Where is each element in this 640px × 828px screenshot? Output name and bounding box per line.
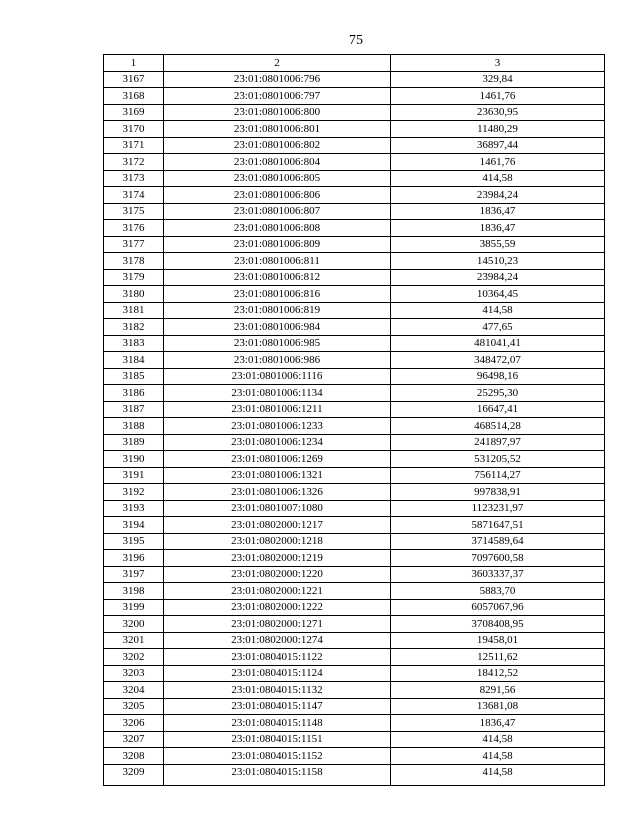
value-cell: 16647,41: [391, 401, 605, 418]
table-row: [104, 632, 605, 649]
value-cell: 414,58: [391, 764, 605, 785]
value-cell: 329,84: [391, 71, 605, 88]
row-number-cell: 3168: [104, 88, 164, 105]
cadastral-number-cell: 23:01:0802000:1222: [164, 599, 391, 616]
cadastral-number-cell: 23:01:0801006:796: [164, 71, 391, 88]
row-number-cell: 3185: [104, 368, 164, 385]
table-row: [104, 236, 605, 253]
table-row: [104, 154, 605, 171]
value-cell: 10364,45: [391, 286, 605, 303]
table-row: [104, 104, 605, 121]
row-number-cell: 3196: [104, 550, 164, 567]
cadastral-number-cell: 23:01:0804015:1158: [164, 764, 391, 785]
row-number-cell: 3204: [104, 682, 164, 699]
value-cell: 756114,27: [391, 467, 605, 484]
row-number-cell: 3172: [104, 154, 164, 171]
table-row: [104, 731, 605, 748]
row-number-cell: 3183: [104, 335, 164, 352]
value-cell: 414,58: [391, 748, 605, 765]
row-number-cell: 3173: [104, 170, 164, 187]
table-row: [104, 451, 605, 468]
table-row: [104, 484, 605, 501]
table-row: [104, 335, 605, 352]
value-cell: 7097600,58: [391, 550, 605, 567]
row-number-cell: 3195: [104, 533, 164, 550]
cadastral-number-cell: 23:01:0801006:811: [164, 253, 391, 270]
value-cell: 1836,47: [391, 203, 605, 220]
value-cell: 3714589,64: [391, 533, 605, 550]
row-number-cell: 3174: [104, 187, 164, 204]
table-row: [104, 88, 605, 105]
row-number-cell: 3191: [104, 467, 164, 484]
value-cell: 5883,70: [391, 583, 605, 600]
value-cell: 8291,56: [391, 682, 605, 699]
cadastral-number-cell: 23:01:0801006:801: [164, 121, 391, 138]
value-cell: 19458,01: [391, 632, 605, 649]
cadastral-number-cell: 23:01:0801006:1233: [164, 418, 391, 435]
column-header-2: 2: [164, 55, 391, 72]
row-number-cell: 3201: [104, 632, 164, 649]
table-row: [104, 665, 605, 682]
table-row: [104, 715, 605, 732]
table-row: [104, 583, 605, 600]
cadastral-number-cell: 23:01:0804015:1152: [164, 748, 391, 765]
cadastral-number-cell: 23:01:0801006:1326: [164, 484, 391, 501]
value-cell: 23984,24: [391, 269, 605, 286]
cadastral-number-cell: 23:01:0801006:1134: [164, 385, 391, 402]
table-row: [104, 764, 605, 785]
table-row: [104, 319, 605, 336]
row-number-cell: 3171: [104, 137, 164, 154]
table-row: [104, 121, 605, 138]
value-cell: 23984,24: [391, 187, 605, 204]
cadastral-number-cell: 23:01:0804015:1148: [164, 715, 391, 732]
cadastral-number-cell: 23:01:0801006:1321: [164, 467, 391, 484]
row-number-cell: 3193: [104, 500, 164, 517]
cadastral-number-cell: 23:01:0801006:804: [164, 154, 391, 171]
table-row: [104, 566, 605, 583]
value-cell: 14510,23: [391, 253, 605, 270]
value-cell: 531205,52: [391, 451, 605, 468]
value-cell: 414,58: [391, 170, 605, 187]
value-cell: 477,65: [391, 319, 605, 336]
value-cell: 36897,44: [391, 137, 605, 154]
row-number-cell: 3198: [104, 583, 164, 600]
value-cell: 3855,59: [391, 236, 605, 253]
row-number-cell: 3208: [104, 748, 164, 765]
value-cell: 348472,07: [391, 352, 605, 369]
table-row: [104, 599, 605, 616]
row-number-cell: 3206: [104, 715, 164, 732]
row-number-cell: 3192: [104, 484, 164, 501]
row-number-cell: 3200: [104, 616, 164, 633]
row-number-cell: 3199: [104, 599, 164, 616]
cadastral-number-cell: 23:01:0801006:812: [164, 269, 391, 286]
page-number: 75: [349, 33, 363, 48]
row-number-cell: 3188: [104, 418, 164, 435]
value-cell: 241897,97: [391, 434, 605, 451]
row-number-cell: 3187: [104, 401, 164, 418]
value-cell: 414,58: [391, 302, 605, 319]
value-cell: 1123231,97: [391, 500, 605, 517]
table-row: [104, 286, 605, 303]
table-row: [104, 203, 605, 220]
table-row: [104, 682, 605, 699]
value-cell: 13681,08: [391, 698, 605, 715]
row-number-cell: 3186: [104, 385, 164, 402]
row-number-cell: 3179: [104, 269, 164, 286]
row-number-cell: 3207: [104, 731, 164, 748]
value-cell: 3603337,37: [391, 566, 605, 583]
table-row: [104, 401, 605, 418]
column-header-1: 1: [104, 55, 164, 72]
row-number-cell: 3167: [104, 71, 164, 88]
value-cell: 1836,47: [391, 715, 605, 732]
cadastral-number-cell: 23:01:0801006:1211: [164, 401, 391, 418]
row-number-cell: 3182: [104, 319, 164, 336]
cadastral-number-cell: 23:01:0801006:797: [164, 88, 391, 105]
value-cell: 6057067,96: [391, 599, 605, 616]
cadastral-number-cell: 23:01:0801006:985: [164, 335, 391, 352]
cadastral-number-cell: 23:01:0801006:984: [164, 319, 391, 336]
cadastral-number-cell: 23:01:0801006:816: [164, 286, 391, 303]
cadastral-number-cell: 23:01:0804015:1122: [164, 649, 391, 666]
value-cell: 5871647,51: [391, 517, 605, 534]
row-number-cell: 3202: [104, 649, 164, 666]
value-cell: 997838,91: [391, 484, 605, 501]
value-cell: 25295,30: [391, 385, 605, 402]
table-row: [104, 434, 605, 451]
cadastral-number-cell: 23:01:0804015:1132: [164, 682, 391, 699]
cadastral-number-cell: 23:01:0801006:805: [164, 170, 391, 187]
value-cell: 12511,62: [391, 649, 605, 666]
table-row: [104, 533, 605, 550]
table-row: [104, 385, 605, 402]
cadastral-number-cell: 23:01:0801006:802: [164, 137, 391, 154]
value-cell: 468514,28: [391, 418, 605, 435]
table-row: [104, 302, 605, 319]
cadastral-number-cell: 23:01:0801007:1080: [164, 500, 391, 517]
row-number-cell: 3180: [104, 286, 164, 303]
column-header-3: 3: [391, 55, 605, 72]
cadastral-number-cell: 23:01:0801006:986: [164, 352, 391, 369]
table-row: [104, 71, 605, 88]
row-number-cell: 3177: [104, 236, 164, 253]
row-number-cell: 3209: [104, 764, 164, 785]
cadastral-number-cell: 23:01:0801006:806: [164, 187, 391, 204]
cadastral-number-cell: 23:01:0802000:1220: [164, 566, 391, 583]
table-row: [104, 649, 605, 666]
table-row: [104, 467, 605, 484]
row-number-cell: 3181: [104, 302, 164, 319]
row-number-cell: 3190: [104, 451, 164, 468]
data-table: [103, 54, 605, 786]
value-cell: 23630,95: [391, 104, 605, 121]
cadastral-number-cell: 23:01:0802000:1274: [164, 632, 391, 649]
row-number-cell: 3184: [104, 352, 164, 369]
cadastral-number-cell: 23:01:0802000:1217: [164, 517, 391, 534]
table-body: [104, 71, 605, 785]
table-row: [104, 220, 605, 237]
row-number-cell: 3175: [104, 203, 164, 220]
value-cell: 11480,29: [391, 121, 605, 138]
cadastral-number-cell: 23:01:0801006:1269: [164, 451, 391, 468]
row-number-cell: 3176: [104, 220, 164, 237]
value-cell: 1836,47: [391, 220, 605, 237]
table-row: [104, 170, 605, 187]
cadastral-number-cell: 23:01:0801006:809: [164, 236, 391, 253]
row-number-cell: 3170: [104, 121, 164, 138]
cadastral-number-cell: 23:01:0804015:1147: [164, 698, 391, 715]
row-number-cell: 3194: [104, 517, 164, 534]
table-row: [104, 550, 605, 567]
table-row: [104, 269, 605, 286]
cadastral-number-cell: 23:01:0802000:1219: [164, 550, 391, 567]
table-row: [104, 187, 605, 204]
cadastral-number-cell: 23:01:0801006:808: [164, 220, 391, 237]
cadastral-number-cell: 23:01:0801006:1234: [164, 434, 391, 451]
cadastral-number-cell: 23:01:0801006:800: [164, 104, 391, 121]
value-cell: 18412,52: [391, 665, 605, 682]
table-row: [104, 137, 605, 154]
value-cell: 3708408,95: [391, 616, 605, 633]
table-row: [104, 698, 605, 715]
cadastral-number-cell: 23:01:0802000:1271: [164, 616, 391, 633]
row-number-cell: 3178: [104, 253, 164, 270]
cadastral-number-cell: 23:01:0802000:1218: [164, 533, 391, 550]
cadastral-number-cell: 23:01:0804015:1124: [164, 665, 391, 682]
row-number-cell: 3203: [104, 665, 164, 682]
table-row: [104, 517, 605, 534]
row-number-cell: 3205: [104, 698, 164, 715]
cadastral-number-cell: 23:01:0804015:1151: [164, 731, 391, 748]
value-cell: 1461,76: [391, 154, 605, 171]
table-row: [104, 500, 605, 517]
cadastral-number-cell: 23:01:0802000:1221: [164, 583, 391, 600]
value-cell: 96498,16: [391, 368, 605, 385]
value-cell: 414,58: [391, 731, 605, 748]
cadastral-number-cell: 23:01:0801006:807: [164, 203, 391, 220]
table-row: [104, 368, 605, 385]
table-row: [104, 418, 605, 435]
cadastral-number-cell: 23:01:0801006:1116: [164, 368, 391, 385]
table-row: [104, 352, 605, 369]
row-number-cell: 3189: [104, 434, 164, 451]
table-header-row: [104, 55, 605, 72]
table-row: [104, 616, 605, 633]
cadastral-number-cell: 23:01:0801006:819: [164, 302, 391, 319]
table-row: [104, 253, 605, 270]
value-cell: 1461,76: [391, 88, 605, 105]
value-cell: 481041,41: [391, 335, 605, 352]
table-row: [104, 748, 605, 765]
row-number-cell: 3197: [104, 566, 164, 583]
row-number-cell: 3169: [104, 104, 164, 121]
